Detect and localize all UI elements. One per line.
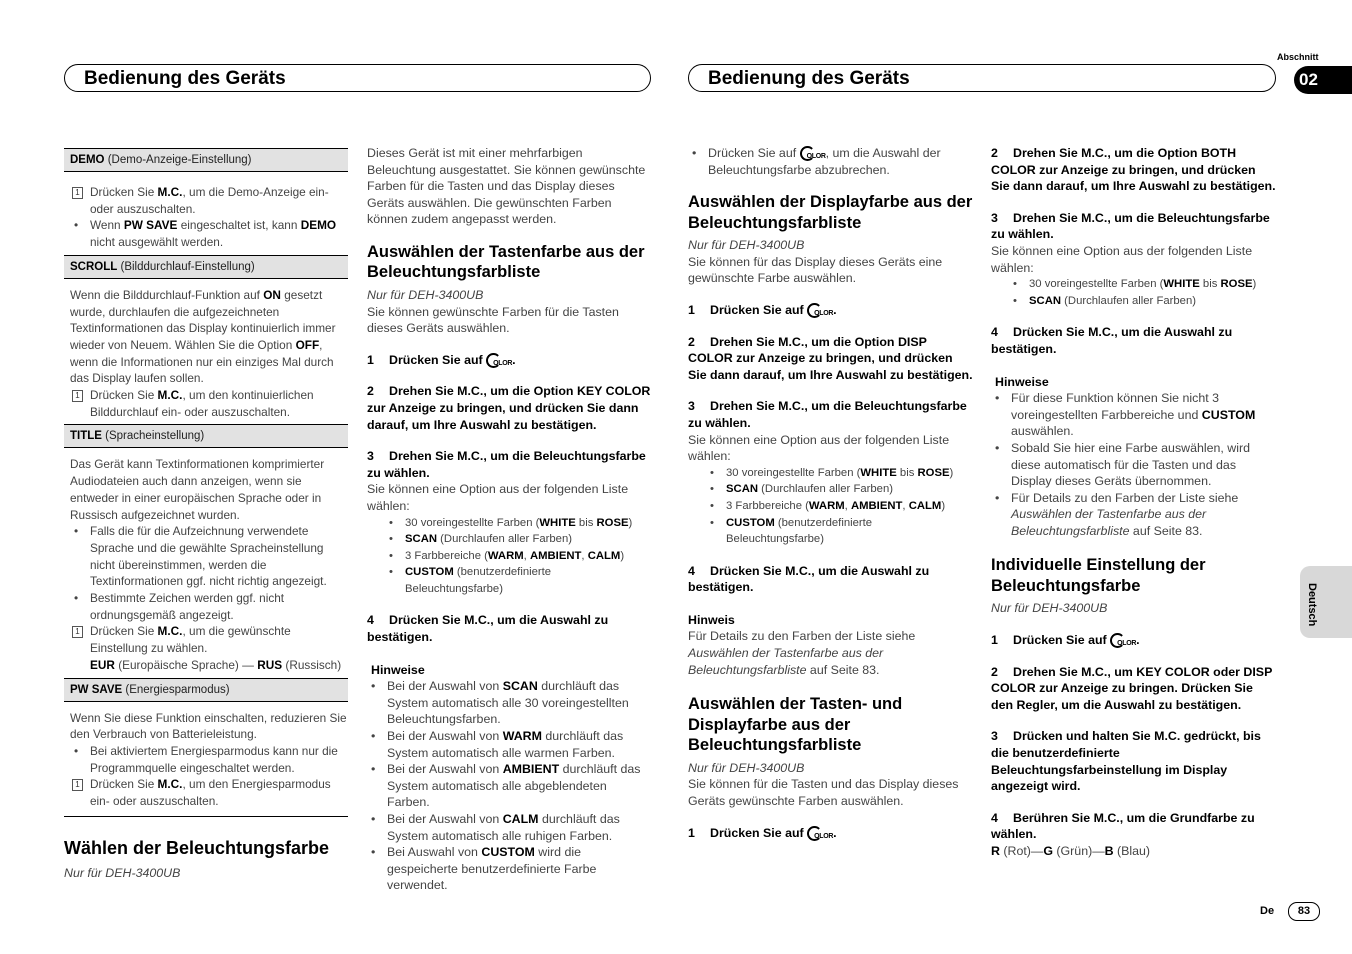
section-number: 02 xyxy=(1299,70,1318,89)
disp-color-step-1: 1 Drücken Sie auf OLOR . xyxy=(688,302,837,317)
option-preset: • 30 voreingestellte Farben (WHITE bis ROSE) xyxy=(708,465,973,482)
both-color-step-3-desc: Sie können eine Option aus der folgenden Liste wählen: xyxy=(991,243,1253,275)
key-color-model: Nur für DEH-3400UB xyxy=(367,287,484,302)
option-preset: • 30 voreingestellte Farben (WHITE bis ROSE) xyxy=(387,515,652,532)
demo-bullet: • Wenn PW SAVE eingeschaltet ist, kann DEMO nicht ausgewählt werden. xyxy=(70,217,348,250)
both-color-desc: Sie können für die Tasten und das Display dieses Geräts gewünschte Farben auswählen. xyxy=(688,777,959,808)
key-color-step-4: 4 Drücken Sie M.C., um die Auswahl zu bestätigen. xyxy=(367,613,609,645)
note-warm: • Bei der Auswahl von WARM durchläuft das System automatisch alle warmen Farben. xyxy=(367,728,652,761)
color-button-icon: OLOR xyxy=(807,303,833,317)
pwsave-step: 1 Drücken Sie M.C., um den Energiesparmodus ein- oder auszuschalten. xyxy=(70,776,348,809)
footer-lang: De xyxy=(1260,905,1275,917)
note-custom: • Bei Auswahl von CUSTOM wird die gespeicherte benutzerdefinierte Farbe verwendet. xyxy=(367,844,652,894)
disp-color-model: Nur für DEH-3400UB xyxy=(688,238,805,253)
key-color-notes xyxy=(367,678,652,894)
custom-color-heading: Individuelle Einstellung der Beleuchtungsfarbe xyxy=(991,556,1206,595)
both-color-options xyxy=(991,276,1276,309)
note-ambient: • Bei der Auswahl von AMBIENT durchläuft das System automatisch alle abgeblendeten Farben. xyxy=(367,761,652,811)
demo-step: 1 Drücken Sie M.C., um die Demo-Anzeige ein- oder auszuschalten. xyxy=(70,184,348,217)
option-ranges: • 3 Farbbereiche (WARM, AMBIENT, CALM) xyxy=(387,548,652,565)
option-preset: • 30 voreingestellte Farben (WHITE bis ROSE) xyxy=(1011,276,1276,293)
title-setting-box: TITLE (Spracheinstellung) xyxy=(64,424,348,448)
both-color-step-2: 2 Drehen Sie M.C., um die Option BOTH COLOR zur Anzeige zu bringen, und drücken Sie dann darauf, um Ihre Auswahl zu bestätigen. xyxy=(991,146,1276,194)
both-color-notes xyxy=(991,390,1276,539)
key-color-step-3-desc: Sie können eine Option aus der folgenden Liste wählen: xyxy=(367,482,629,513)
both-color-step-3: 3 Drehen Sie M.C., um die Beleuchtungsfarbe zu wählen. xyxy=(991,210,1270,242)
disp-color-step-2: 2 Drehen Sie M.C., um die Option DISP COLOR zur Anzeige zu bringen, und drücken Sie dann darauf, um Ihre Auswahl zu bestätigen. xyxy=(688,334,973,382)
disp-color-step-4: 4 Drücken Sie M.C., um die Auswahl zu bestätigen. xyxy=(688,563,930,595)
pwsave-bullet: • Bei aktiviertem Energiesparmodus kann nur die Programmquelle eingeschaltet werden. xyxy=(70,743,348,776)
key-color-options xyxy=(367,515,652,598)
title-bullet-1: • Falls die für die Aufzeichnung verwendete Sprache und die gewählte Spracheinstellung nicht übereinstimmen, werden die Textinformationen ggf. nicht richtig angezeigt. xyxy=(70,523,348,590)
demo-setting-box: DEMO (Demo-Anzeige-Einstellung) xyxy=(64,148,348,172)
pwsave-setting-box: PW SAVE (Energiesparmodus) xyxy=(64,678,348,702)
option-scan: • SCAN (Durchlaufen aller Farben) xyxy=(387,531,652,548)
custom-step-3: 3 Drücken und halten Sie M.C. gedrückt, bis die benutzerdefinierte Beleuchtungsfarbeinstellung im Display angezeigt wird. xyxy=(991,729,1261,794)
color-button-icon: OLOR xyxy=(1110,633,1136,647)
disp-color-note-heading: Hinweis xyxy=(688,612,735,627)
both-color-model: Nur für DEH-3400UB xyxy=(688,760,805,775)
custom-color-model: Nur für DEH-3400UB xyxy=(991,601,1108,616)
custom-step-4: 4 Berühren Sie M.C., um die Grundfarbe zu wählen. xyxy=(991,810,1255,842)
illumination-section-model: Nur für DEH-3400UB xyxy=(64,866,181,880)
note-apply: • Sobald Sie hier eine Farbe auswählen, wird diese automatisch für die Tasten und das Display dieses Geräts übernommen. xyxy=(991,440,1276,490)
scroll-description: Wenn die Bilddurchlauf-Funktion auf ON gesetzt wurde, durchlaufen die aufgezeichneten Textinformationen das Display kontinuierlich immer wieder von Neuem. Wählen Sie die Option OFF, wenn die Informationen nur ein einziges Mal durch das Display laufen sollen. xyxy=(70,287,336,386)
left-header-title: Bedienung des Geräts xyxy=(84,68,286,89)
disp-color-note: Für Details zu den Farben der Liste siehe Auswählen der Tastenfarbe aus der Beleuchtungsfarbliste auf Seite 83. xyxy=(688,629,916,677)
page-number: 83 xyxy=(1288,902,1320,921)
option-custom: • CUSTOM (benutzerdefinierte Beleuchtungsfarbe) xyxy=(387,564,652,597)
rgb-options: R (Rot)—G (Grün)—B (Blau) xyxy=(991,844,1151,858)
column-1 xyxy=(64,148,348,817)
language-tab-label: Deutsch xyxy=(1306,583,1318,627)
color-button-icon: OLOR xyxy=(807,826,833,840)
custom-step-1: 1 Drücken Sie auf OLOR . xyxy=(991,633,1140,648)
pwsave-description: Wenn Sie diese Funktion einschalten, reduzieren Sie den Verbrauch von Batterieleistung. xyxy=(70,710,347,742)
color-button-icon: OLOR xyxy=(486,353,512,367)
note-restriction: • Für diese Funktion können Sie nicht 3 voreingestellten Farbbereiche und CUSTOM auswählen. xyxy=(991,390,1276,440)
both-color-notes-heading: Hinweise xyxy=(995,374,1049,389)
title-description: Das Gerät kann Textinformationen komprimierter Audiodateien auch dann anzeigen, wenn sie entweder in einer europäischen Sprache oder in Russisch aufgezeichnet wurden. xyxy=(70,457,325,522)
disp-color-step-3-desc: Sie können eine Option aus der folgenden Liste wählen: xyxy=(688,432,950,464)
key-color-step-3: 3 Drehen Sie M.C., um die Beleuchtungsfarbe zu wählen. xyxy=(367,449,646,480)
option-scan: • SCAN (Durchlaufen aller Farben) xyxy=(1011,293,1276,310)
key-color-heading: Auswählen der Tastenfarbe aus der Beleuchtungsfarbliste xyxy=(367,242,645,282)
title-options: EUR (Europäische Sprache) — RUS (Russisch) xyxy=(90,657,342,672)
both-color-step-1: 1 Drücken Sie auf OLOR . xyxy=(688,825,837,840)
color-button-icon: OLOR xyxy=(800,146,826,160)
both-color-step-4: 4 Drücken Sie M.C., um die Auswahl zu bestätigen. xyxy=(991,325,1233,356)
scroll-setting-box: SCROLL (Bilddurchlauf-Einstellung) xyxy=(64,255,348,279)
cancel-bullet: • Drücken Sie auf OLOR , um die Auswahl der Beleuchtungsfarbe abzubrechen. xyxy=(688,145,973,178)
scroll-step: 1 Drücken Sie M.C., um den kontinuierlichen Bilddurchlauf ein- oder auszuschalten. xyxy=(70,387,348,420)
note-calm: • Bei der Auswahl von CALM durchläuft das System automatisch alle ruhigen Farben. xyxy=(367,811,652,844)
both-color-heading: Auswählen der Tasten- und Displayfarbe aus der Beleuchtungsfarbliste xyxy=(688,695,903,755)
section-label: Abschnitt xyxy=(1277,52,1319,62)
column-3 xyxy=(688,145,973,841)
title-step: 1 Drücken Sie M.C., um die gewünschte Einstellung zu wählen. xyxy=(70,623,348,656)
disp-color-desc: Sie können für das Display dieses Geräts eine gewünschte Farbe auswählen. xyxy=(688,254,943,286)
note-scan: • Bei der Auswahl von SCAN durchläuft das System automatisch alle 30 voreingestellten Beleuchtungsfarben. xyxy=(367,678,652,728)
key-color-step-1: 1 Drücken Sie auf OLOR . xyxy=(367,352,516,367)
title-bullet-2: • Bestimmte Zeichen werden ggf. nicht ordnungsgemäß angezeigt. xyxy=(70,590,348,623)
disp-color-step-3: 3 Drehen Sie M.C., um die Beleuchtungsfarbe zu wählen. xyxy=(688,399,967,430)
note-reference: • Für Details zu den Farben der Liste siehe Auswählen der Tastenfarbe aus der Beleuchtungsfarbliste auf Seite 83. xyxy=(991,490,1276,540)
key-color-notes-heading: Hinweise xyxy=(371,662,425,677)
column-4 xyxy=(991,145,1276,860)
custom-step-2: 2 Drehen Sie M.C., um KEY COLOR oder DISP COLOR zur Anzeige zu bringen. Drücken Sie den Regler, um die Auswahl zu bestätigen. xyxy=(991,664,1273,712)
key-color-step-2: 2 Drehen Sie M.C., um die Option KEY COLOR zur Anzeige zu bringen, und drücken Sie dann darauf, um Ihre Auswahl zu bestätigen. xyxy=(367,384,651,432)
column-2 xyxy=(367,145,652,894)
key-color-desc: Sie können gewünschte Farben für die Tasten dieses Geräts auswählen. xyxy=(367,304,619,336)
disp-color-options xyxy=(688,465,973,548)
option-ranges: • 3 Farbbereiche (WARM, AMBIENT, CALM) xyxy=(708,498,973,515)
illumination-section-heading: Wählen der Beleuchtungsfarbe xyxy=(64,838,330,858)
disp-color-heading: Auswählen der Displayfarbe aus der Beleuchtungsfarbliste xyxy=(688,193,973,232)
col2-intro: Dieses Gerät ist mit einer mehrfarbigen Beleuchtung ausgestattet. Sie können gewünschte Farben für die Tasten und das Display dieses Geräts auswählen. Die gewünschten Farben können zudem angepasst werden. xyxy=(367,146,646,227)
right-header-title: Bedienung des Geräts xyxy=(708,68,910,89)
option-custom: • CUSTOM (benutzerdefinierte Beleuchtungsfarbe) xyxy=(708,515,973,548)
option-scan: • SCAN (Durchlaufen aller Farben) xyxy=(708,481,973,498)
